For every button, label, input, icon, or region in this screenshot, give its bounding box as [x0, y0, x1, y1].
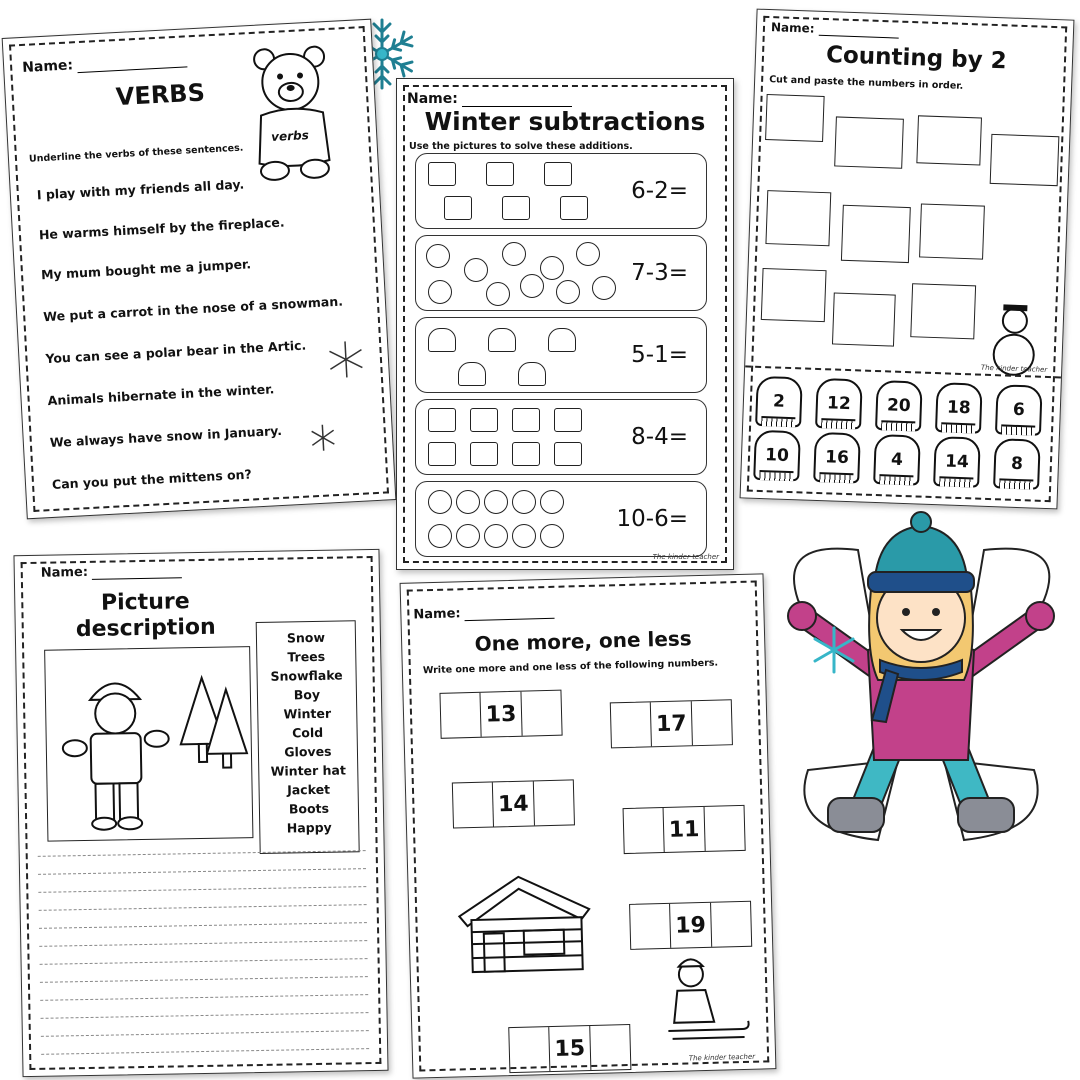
page-title: Counting by 2 — [825, 42, 1008, 75]
one-more-answer-box[interactable] — [711, 902, 751, 947]
one-less-answer-box[interactable] — [611, 702, 652, 747]
mitten-number-card[interactable]: 8 — [993, 438, 1041, 490]
name-label: Name: — [21, 57, 74, 76]
sentence: We always have snow in January. — [49, 422, 283, 451]
instruction: Write one more and one less of the following numbers. — [422, 657, 719, 677]
mitten-number-card[interactable]: 20 — [875, 380, 923, 432]
snow-globe-icon — [540, 490, 564, 514]
sentence: Animals hibernate in the winter. — [47, 381, 275, 409]
sentence: Can you put the mittens on? — [51, 466, 253, 492]
number-box — [623, 805, 746, 854]
paste-box — [919, 203, 985, 259]
credit-text: The kinder teacher — [688, 1052, 756, 1063]
given-number: 17 — [651, 701, 692, 746]
given-number: 11 — [664, 807, 705, 852]
ice-skate-icon — [512, 408, 540, 432]
page-title: Winter subtractions — [424, 107, 706, 136]
snow-globe-icon — [512, 490, 536, 514]
mitten-number-card[interactable]: 14 — [933, 436, 981, 488]
paste-box — [841, 205, 911, 263]
picture-frame — [44, 646, 253, 842]
sentence: He warms himself by the fireplace. — [38, 214, 285, 243]
one-less-answer-box[interactable] — [509, 1027, 550, 1072]
log-cabin-icon — [448, 869, 601, 983]
mitten-number-card[interactable]: 10 — [753, 430, 801, 482]
snowman-face-icon — [426, 244, 450, 268]
fireplace-icon — [544, 162, 572, 186]
name-field — [771, 20, 899, 38]
given-number: 15 — [550, 1026, 591, 1071]
paste-box — [765, 190, 831, 246]
subtraction-row — [415, 481, 707, 557]
page-title: One more, one less — [474, 626, 692, 656]
one-less-answer-box[interactable] — [453, 782, 494, 827]
page-title: VERBS — [115, 78, 206, 112]
number-box — [629, 901, 752, 950]
sentence: My mum bought me a jumper. — [40, 256, 252, 283]
word-bank-item: Winter hat — [270, 762, 347, 779]
credit-text: The kinder teacher — [652, 553, 719, 561]
ice-skate-icon — [554, 442, 582, 466]
fireplace-icon — [502, 196, 530, 220]
snowman-face-icon — [540, 256, 564, 280]
name-field — [22, 51, 187, 76]
one-more-answer-box[interactable] — [691, 700, 731, 745]
word-bank-item: Boy — [293, 686, 321, 703]
mitten-number-card[interactable]: 16 — [813, 432, 861, 484]
word-bank-item: Boots — [288, 800, 330, 817]
one-more-one-less-worksheet — [400, 573, 777, 1078]
ice-skate-icon — [470, 408, 498, 432]
writing-lines — [14, 550, 378, 556]
snowman-face-icon — [486, 282, 510, 306]
paste-box — [832, 292, 896, 346]
campfire-icon — [428, 328, 456, 352]
snowman-face-icon — [592, 276, 616, 300]
name-field — [41, 563, 182, 580]
subtraction-row — [415, 153, 707, 229]
snow-globe-icon — [484, 490, 508, 514]
snow-globe-icon — [456, 524, 480, 548]
subtraction-row — [415, 235, 707, 311]
campfire-icon — [488, 328, 516, 352]
ice-skate-icon — [512, 442, 540, 466]
credit-text: The kinder teacher — [980, 363, 1048, 374]
equation: 5-1= — [631, 342, 688, 368]
name-field — [413, 604, 555, 623]
bear-shirt-label: verbs — [270, 128, 310, 145]
given-number: 19 — [670, 903, 711, 948]
ice-skate-icon — [428, 442, 456, 466]
ice-skate-icon — [428, 408, 456, 432]
picture-description-worksheet — [13, 549, 388, 1077]
instruction: Underline the verbs of these sentences. — [28, 142, 244, 165]
ice-skate-icon — [470, 442, 498, 466]
equation: 7-3= — [631, 260, 688, 286]
fireplace-icon — [444, 196, 472, 220]
word-bank-item: Jacket — [287, 781, 331, 798]
page-title — [55, 588, 236, 643]
name-label: Name: — [413, 606, 461, 623]
instruction: Use the pictures to solve these additions. — [409, 141, 633, 152]
word-bank-item: Trees — [287, 648, 326, 665]
verbs-worksheet — [2, 19, 397, 520]
word-bank-item: Snowflake — [270, 667, 343, 684]
one-more-answer-box[interactable] — [590, 1025, 630, 1070]
campfire-icon — [518, 362, 546, 386]
snow-globe-icon — [512, 524, 536, 548]
word-bank-item: Gloves — [284, 743, 332, 760]
subtraction-row — [415, 317, 707, 393]
snowman-face-icon — [556, 280, 580, 304]
pine-trees-icon — [172, 673, 250, 770]
paste-box — [834, 116, 904, 168]
snowflake-icon — [325, 338, 367, 380]
name-field — [407, 91, 572, 107]
mitten-number-card[interactable]: 18 — [935, 382, 983, 434]
snow-globe-icon — [456, 490, 480, 514]
given-number: 14 — [493, 781, 534, 826]
counting-worksheet — [740, 9, 1075, 510]
ice-skate-icon — [554, 408, 582, 432]
one-more-answer-box[interactable] — [521, 691, 561, 736]
name-label: Name: — [407, 91, 458, 107]
mitten-number-card[interactable]: 12 — [815, 378, 863, 430]
title-line: description — [75, 614, 216, 643]
word-bank-item: Winter — [283, 705, 332, 722]
campfire-icon — [548, 328, 576, 352]
snowman-face-icon — [576, 242, 600, 266]
snowman-face-icon — [520, 274, 544, 298]
bear-icon — [243, 42, 340, 187]
number-box — [610, 699, 733, 748]
snowflake-icon — [307, 422, 339, 454]
snow-globe-icon — [540, 524, 564, 548]
one-more-answer-box[interactable] — [533, 780, 573, 825]
one-less-answer-box[interactable] — [440, 693, 481, 738]
equation: 6-2= — [631, 178, 688, 204]
name-label: Name: — [770, 20, 815, 36]
one-less-answer-box[interactable] — [630, 904, 671, 949]
snow-globe-icon — [428, 524, 452, 548]
paste-box — [910, 283, 976, 339]
subtraction-worksheet — [396, 78, 734, 570]
paste-box — [761, 268, 827, 322]
campfire-icon — [458, 362, 486, 386]
name-label: Name: — [40, 564, 89, 581]
snowman-face-icon — [428, 280, 452, 304]
sentence: We put a carrot in the nose of a snowman. — [42, 293, 344, 325]
girl-snow-angel-illustration — [768, 510, 1074, 870]
word-bank-item: Happy — [286, 819, 332, 836]
given-number: 13 — [481, 692, 522, 737]
snowman-face-icon — [464, 258, 488, 282]
sledding-child-icon — [660, 955, 752, 1053]
equation: 10-6= — [616, 506, 688, 532]
fireplace-icon — [486, 162, 514, 186]
subtraction-row — [415, 399, 707, 475]
mitten-number-card[interactable]: 6 — [995, 384, 1043, 436]
instruction: Cut and paste the numbers in order. — [768, 74, 964, 92]
title-line: Picture — [100, 589, 190, 616]
mitten-number-card[interactable]: 2 — [755, 376, 803, 428]
number-box — [439, 690, 562, 739]
word-bank — [256, 620, 360, 854]
word-bank-item: Cold — [291, 724, 324, 741]
word-bank-item: Snow — [286, 629, 326, 646]
sentence: I play with my friends all day. — [36, 176, 245, 203]
paste-box — [990, 134, 1060, 186]
one-more-answer-box[interactable] — [704, 806, 744, 851]
snow-globe-icon — [484, 524, 508, 548]
paste-box — [765, 94, 825, 142]
fireplace-icon — [560, 196, 588, 220]
fireplace-icon — [428, 162, 456, 186]
snow-globe-icon — [428, 490, 452, 514]
mitten-number-card[interactable]: 4 — [873, 434, 921, 486]
boy-in-winter-clothes-icon — [59, 667, 172, 833]
paste-box — [916, 115, 982, 165]
sentence: You can see a polar bear in the Artic. — [45, 337, 307, 367]
number-box — [508, 1024, 631, 1073]
one-less-answer-box[interactable] — [624, 808, 665, 853]
number-box — [452, 779, 575, 828]
snowman-face-icon — [502, 242, 526, 266]
equation: 8-4= — [631, 424, 688, 450]
